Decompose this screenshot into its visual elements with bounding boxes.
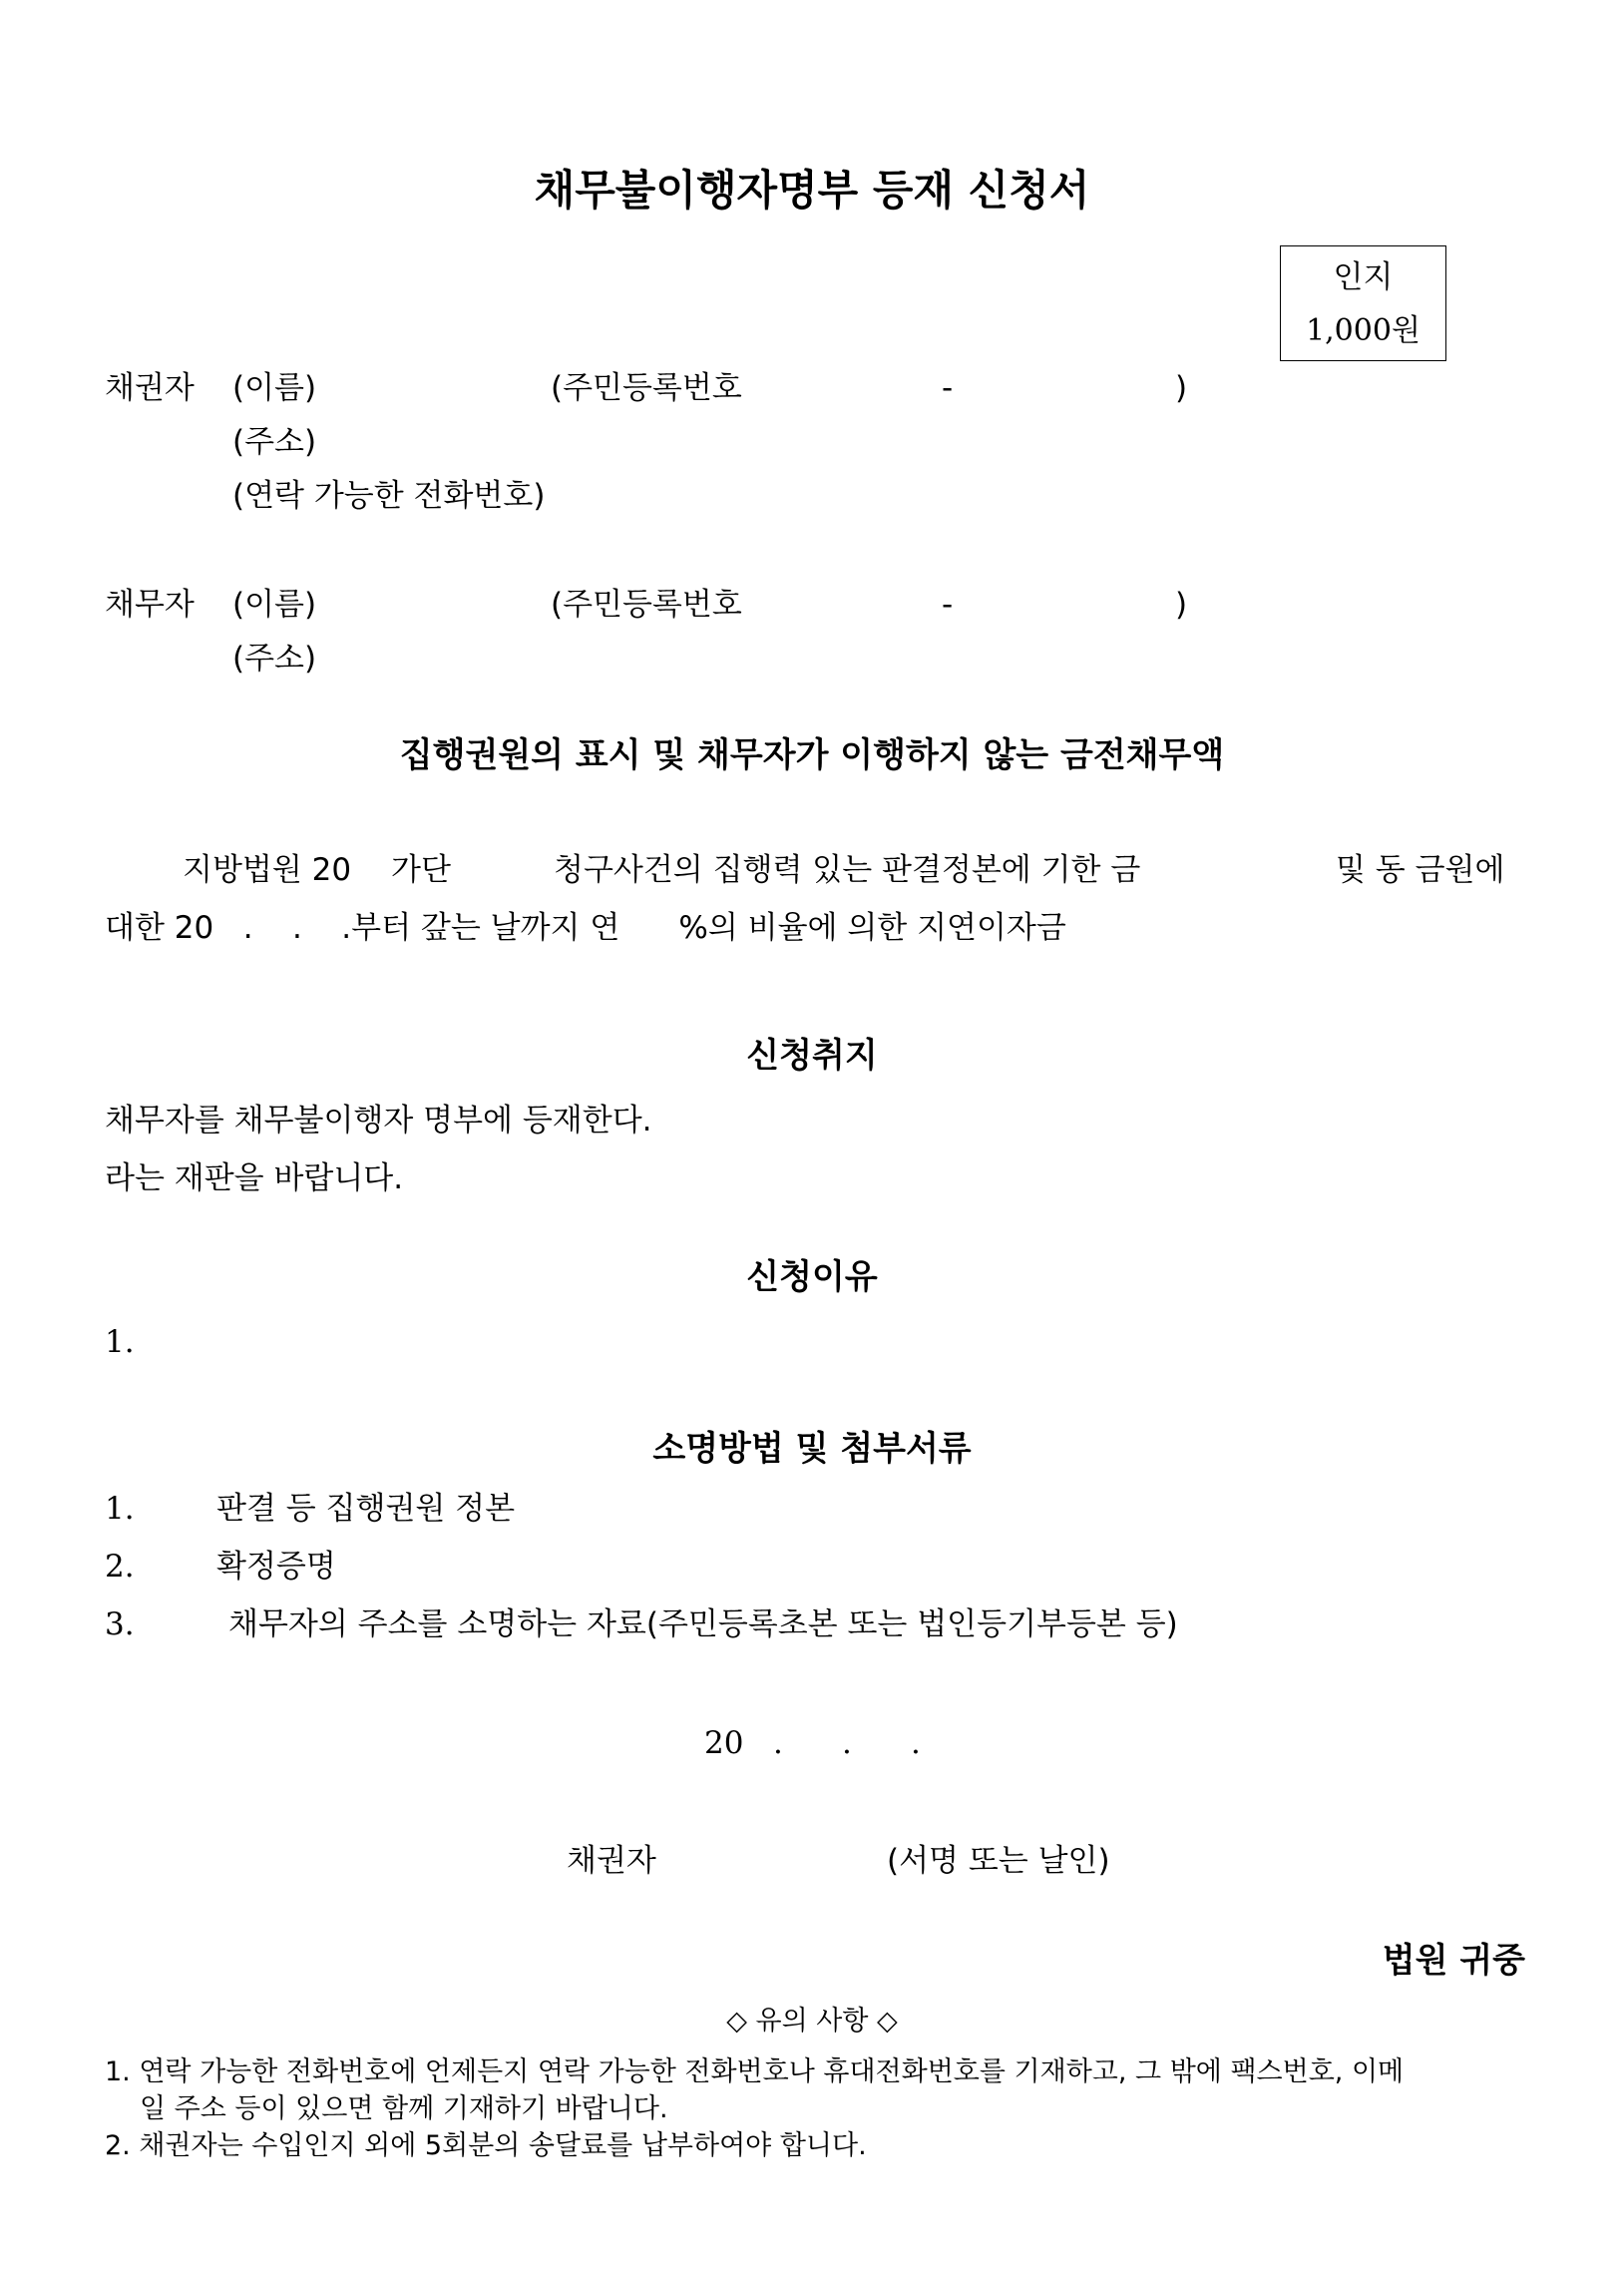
creditor-address-label: (주소)	[232, 424, 317, 460]
claim-line1-part4: 및 동 금원에	[1336, 852, 1505, 888]
notes-heading: ◇ 유의 사항 ◇	[726, 2006, 898, 2037]
stamp-label: 인지	[1333, 259, 1394, 295]
date-line: 20 . . .	[704, 1725, 921, 1761]
creditor-name-label: (이름)	[232, 370, 317, 406]
creditor-rrn-dash: -	[942, 370, 954, 406]
claim-line1-part2: 가단	[391, 852, 451, 888]
claim-line2: 대한 20 . . .부터 갚는 날까지 연 %의 비율에 의한 지연이자금	[105, 910, 1066, 946]
purpose-section-heading: 신청취지	[746, 1036, 878, 1076]
evidence-item-2-num: 2.	[105, 1549, 135, 1585]
evidence-section-heading: 소명방법 및 첨부서류	[652, 1429, 972, 1469]
creditor-role-label: 채권자	[105, 370, 195, 406]
creditor-rrn-close: )	[1175, 370, 1188, 406]
evidence-item-1-text: 판결 등 집행권원 정본	[216, 1491, 516, 1527]
evidence-item-3-num: 3.	[105, 1606, 135, 1642]
signature-sign-label: (서명 또는 날인)	[887, 1843, 1110, 1879]
reason-section-heading: 신청이유	[746, 1257, 878, 1297]
debtor-rrn-close: )	[1175, 587, 1188, 623]
document-title: 채무불이행자명부 등재 신청서	[534, 166, 1090, 215]
debtor-address-label: (주소)	[232, 641, 317, 677]
evidence-item-3-text: 채무자의 주소를 소명하는 자료(주민등록초본 또는 법인등기부등본 등)	[228, 1606, 1178, 1642]
purpose-line-1: 채무자를 채무불이행자 명부에 등재한다.	[105, 1103, 652, 1138]
reason-item-1: 1.	[105, 1324, 135, 1360]
debtor-rrn-label: (주민등록번호	[551, 587, 742, 623]
claim-line1-part1: 지방법원 20	[183, 852, 352, 888]
debtor-role-label: 채무자	[105, 587, 195, 623]
evidence-item-1-num: 1.	[105, 1491, 135, 1527]
note-line-1-cont: 일 주소 등이 있으면 함께 기재하기 바랍니다.	[140, 2093, 668, 2124]
claim-section-heading: 집행권원의 표시 및 채무자가 이행하지 않는 금전채무액	[399, 735, 1225, 775]
creditor-rrn-label: (주민등록번호	[551, 370, 742, 406]
revenue-stamp-box	[1280, 245, 1446, 361]
purpose-line-2: 라는 재판을 바랍니다.	[105, 1160, 404, 1196]
creditor-phone-label: (연락 가능한 전화번호)	[232, 478, 546, 514]
debtor-rrn-dash: -	[942, 587, 954, 623]
claim-line1-part3: 청구사건의 집행력 있는 판결정본에 기한 금	[554, 852, 1141, 888]
note-line-1: 1. 연락 가능한 전화번호에 언제든지 연락 가능한 전화번호나 휴대전화번호를 기재하고, 그 밖에 팩스번호, 이메	[105, 2056, 1405, 2087]
court-addressee: 법원 귀중	[1382, 1941, 1525, 1981]
signature-role-label: 채권자	[567, 1843, 656, 1879]
evidence-item-2-text: 확정증명	[216, 1549, 336, 1585]
stamp-amount: 1,000원	[1306, 313, 1421, 348]
debtor-name-label: (이름)	[232, 587, 317, 623]
note-line-2: 2. 채권자는 수입인지 외에 5회분의 송달료를 납부하여야 합니다.	[105, 2130, 867, 2161]
